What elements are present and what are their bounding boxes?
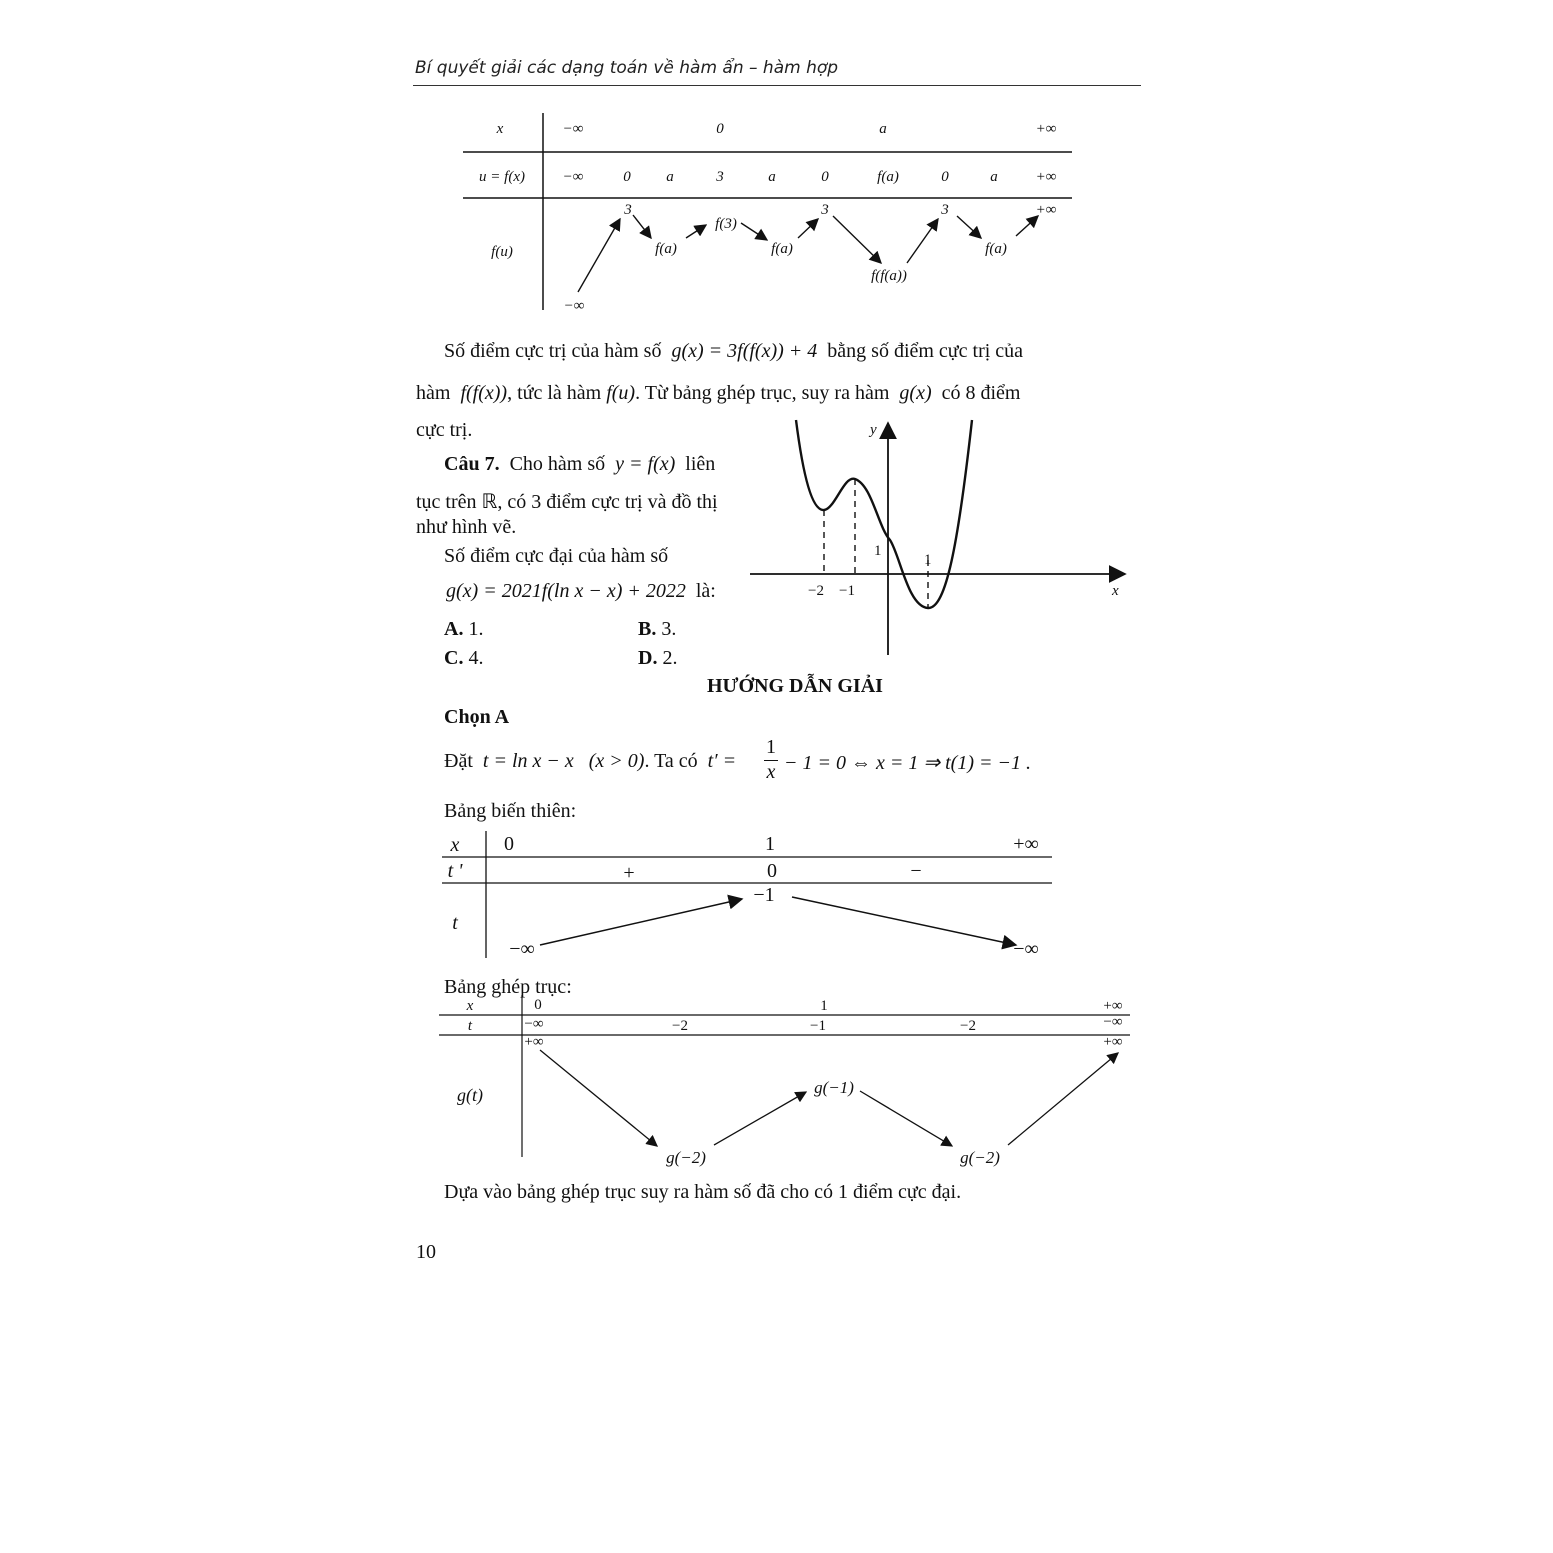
option-c[interactable]: C. 4. [444, 647, 484, 669]
t1-f-node: f(a) [771, 241, 793, 257]
t1-x-val: +∞ [1035, 121, 1057, 137]
t1-u-val: 0 [941, 169, 949, 185]
t1-u-val: 0 [821, 169, 829, 185]
function-graph [740, 415, 1140, 660]
bgt-label: Bảng ghép trục: [444, 976, 572, 998]
t1-f-node: f(3) [715, 216, 737, 232]
x-axis-label: x [1112, 583, 1119, 599]
t3-g-node: +∞ [524, 1034, 544, 1050]
t2-x-val: +∞ [1013, 833, 1039, 855]
t1-f-node: 3 [941, 202, 949, 218]
t1-f-node: +∞ [1035, 202, 1057, 218]
t1-u-val: −∞ [562, 169, 584, 185]
composition-table-g [0, 995, 1553, 1175]
t2-sign: 0 [767, 860, 777, 882]
t3-t-val: −2 [960, 1018, 976, 1034]
t3-x-val: +∞ [1103, 998, 1123, 1014]
t2-x-val: 0 [504, 833, 514, 855]
t1-x-val: 0 [716, 121, 724, 137]
question-formula: g(x) = 2021f(ln x − x) + 2022 là: [446, 580, 716, 602]
t2-sign: + [623, 862, 635, 884]
t1-f-label: f(u) [491, 244, 513, 260]
t1-u-val: f(a) [877, 169, 899, 185]
solution-choice: Chọn A [444, 706, 510, 728]
paragraph1-line3: cực trị. [416, 419, 473, 441]
t3-t-label: t [467, 1018, 473, 1034]
t1-f-node: −∞ [563, 298, 585, 314]
tick-label: −2 [808, 583, 824, 599]
t3-t-val: −∞ [524, 1016, 544, 1032]
question-line2: tục trên ℝ, có 3 điểm cực trị và đồ thị [416, 491, 718, 513]
t3-t-val: −2 [672, 1018, 688, 1034]
solution-conclusion: Dựa vào bảng ghép trục suy ra hàm số đã cho có 1 điểm cực đại. [444, 1181, 962, 1203]
bbt-label: Bảng biến thiên: [444, 800, 577, 822]
tick-label: −1 [839, 583, 855, 599]
question-line4: Số điểm cực đại của hàm số [444, 545, 669, 567]
variation-table-fu [0, 0, 1553, 330]
t1-u-val: 0 [623, 169, 631, 185]
t3-x-val: 0 [534, 997, 542, 1013]
function-curve [796, 420, 972, 608]
t2-x-val: 1 [765, 833, 775, 855]
t1-u-label: u = f(x) [479, 169, 525, 185]
t3-x-val: 1 [820, 998, 828, 1014]
t1-x-val: −∞ [562, 121, 584, 137]
t3-g-node: +∞ [1103, 1034, 1123, 1050]
t1-u-val: +∞ [1035, 169, 1057, 185]
page-number: 10 [416, 1241, 436, 1263]
t3-g-node: g(−2) [960, 1148, 1000, 1167]
t1-x-label: x [496, 121, 504, 137]
t2-x-label: x [450, 834, 460, 856]
t2-sign: − [910, 860, 922, 882]
solution-heading: HƯỚNG DẪN GIẢI [707, 675, 883, 697]
variation-table-t [0, 825, 1553, 965]
fraction: 1 x [766, 736, 776, 783]
paragraph1-line1: Số điểm cực trị của hàm số g(x) = 3f(f(x)) + 4 bằng số điểm cực trị của [444, 340, 1024, 362]
option-a[interactable]: A. 1. [444, 618, 484, 640]
t1-u-val: a [666, 169, 674, 185]
solution-line1: Đặt t = ln x − x (x > 0). Ta có t′ = [444, 750, 737, 772]
y-intercept-label: 1 [874, 543, 882, 559]
t3-t-val: −1 [810, 1018, 826, 1034]
t1-f-node: 3 [624, 202, 632, 218]
option-d[interactable]: D. 2. [638, 647, 678, 669]
question-line1: Câu 7. Cho hàm số y = f(x) liên [444, 453, 716, 475]
option-b[interactable]: B. 3. [638, 618, 677, 640]
t1-f-node: f(f(a)) [871, 268, 907, 284]
t3-x-label: x [466, 998, 474, 1014]
t3-g-label: g(t) [457, 1085, 483, 1105]
t3-g-node: g(−1) [814, 1078, 854, 1097]
t1-f-node: 3 [821, 202, 829, 218]
t2-t-label: t [452, 912, 458, 934]
solution-derivative: − 1 = 0 ⇔ x = 1 ⇒ t(1) = −1 . [784, 752, 1031, 774]
paragraph1-line2: hàm f(f(x)), tức là hàm f(u). Từ bảng ghép trục, suy ra hàm g(x) có 8 điểm [416, 382, 1021, 404]
t3-g-node: g(−2) [666, 1148, 706, 1167]
t1-f-node: f(a) [655, 241, 677, 257]
t2-t-val: −1 [753, 884, 775, 906]
t2-t-val: −∞ [1013, 938, 1039, 960]
t1-f-node: f(a) [985, 241, 1007, 257]
t3-t-val: −∞ [1103, 1014, 1123, 1030]
t2-tp-label: t ' [447, 860, 463, 882]
t1-x-val: a [879, 121, 887, 137]
t2-t-val: −∞ [509, 938, 535, 960]
t1-u-val: 3 [716, 169, 724, 185]
t1-u-val: a [768, 169, 776, 185]
question-line3: như hình vẽ. [416, 516, 517, 538]
y-axis-label: y [870, 422, 877, 438]
tick-label: 1 [924, 552, 932, 568]
running-header: Bí quyết giải các dạng toán về hàm ẩn – hàm hợp [415, 58, 839, 78]
t1-u-val: a [990, 169, 998, 185]
